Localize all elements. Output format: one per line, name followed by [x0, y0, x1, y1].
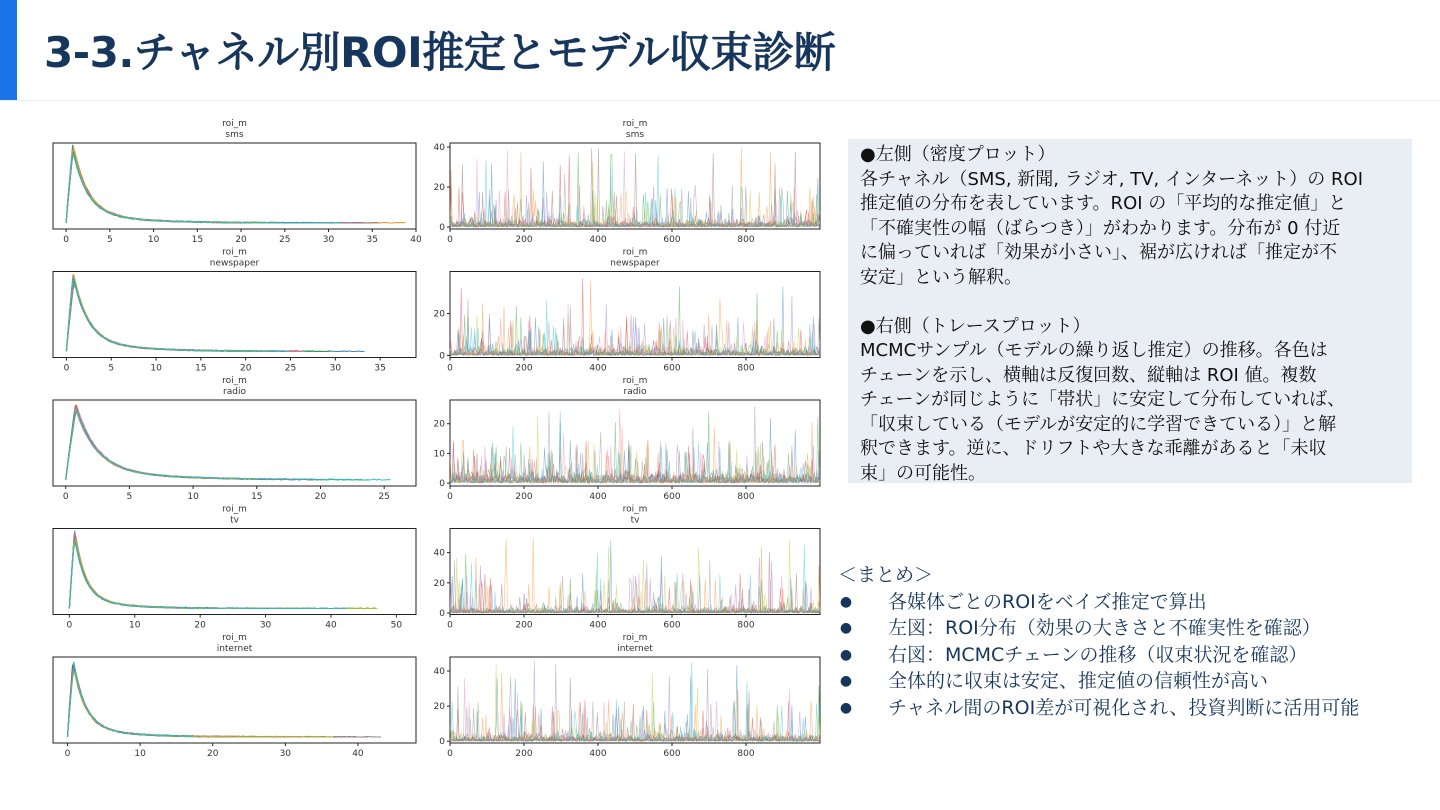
trace-axes-frame — [450, 657, 820, 743]
trace-y-tick-label: 0 — [439, 479, 445, 490]
density-title-channel: newspaper — [209, 258, 260, 269]
density-title-var: roi_m — [222, 247, 247, 258]
density-title-channel: internet — [216, 644, 253, 654]
summary-item-text: 各媒体ごとのROIをベイズ推定で算出 — [888, 590, 1207, 613]
trace-x-tick-label: 200 — [515, 492, 533, 502]
trace-text-line: 釈できます。逆に、ドリフトや大きな乖離があると「未収 — [860, 438, 1327, 459]
trace-y-tick-label: 0 — [439, 608, 445, 619]
trace-x-tick-label: 0 — [447, 492, 453, 502]
density-x-tick-label: 50 — [390, 620, 403, 631]
density-x-tick-label: 0 — [66, 620, 73, 631]
header — [0, 0, 1440, 101]
density-x-tick-label: 35 — [374, 363, 386, 374]
summary-heading: ＜まとめ＞ — [838, 564, 934, 586]
summary-section — [838, 562, 1438, 721]
density-title-var: roi_m — [222, 633, 247, 643]
trace-y-tick-label: 20 — [433, 183, 445, 193]
trace-title-channel: newspaper — [610, 258, 660, 269]
density-x-tick-label: 0 — [62, 492, 69, 502]
density-x-tick-label: 10 — [147, 235, 160, 245]
trace-title-channel: sms — [625, 130, 645, 140]
density-title-channel: radio — [223, 387, 246, 397]
trace-x-tick-label: 200 — [515, 235, 533, 245]
bullet-icon: ● — [839, 646, 853, 663]
density-x-tick-label: 0 — [63, 235, 69, 245]
page-title: 3-3.チャネル別ROI推定とモデル収束診断 — [44, 28, 836, 77]
density-x-tick-label: 15 — [191, 235, 204, 245]
trace-y-tick-label: 40 — [433, 143, 445, 153]
density-x-tick-label: 5 — [126, 492, 133, 502]
trace-x-tick-label: 600 — [663, 492, 681, 502]
density-title-var: roi_m — [222, 376, 247, 386]
trace-title-channel: tv — [630, 515, 640, 526]
density-axes-frame — [53, 272, 416, 358]
trace-y-tick-label: 40 — [433, 667, 445, 678]
trace-text-line: 「収束している（モデルが安定的に学習できている）」と解 — [860, 413, 1337, 435]
bullet-icon: ● — [839, 593, 853, 610]
density-x-tick-label: 15 — [195, 363, 207, 374]
density-x-tick-label: 5 — [108, 363, 115, 374]
density-heading: ●左側（密度プロット） — [860, 144, 1056, 165]
density-x-tick-label: 20 — [194, 620, 206, 631]
density-axes-frame — [53, 400, 416, 486]
density-x-tick-label: 30 — [279, 749, 292, 759]
density-text-line: 各チャネル（SMS, 新聞, ラジオ, TV, インターネット）の ROI — [860, 168, 1364, 190]
trace-x-tick-label: 200 — [515, 620, 533, 631]
summary-list — [838, 589, 1438, 722]
density-x-tick-label: 15 — [251, 492, 263, 502]
explanation-box — [848, 139, 1412, 483]
trace-x-tick-label: 200 — [515, 363, 533, 374]
summary-item — [838, 589, 1438, 616]
density-x-tick-label: 20 — [235, 235, 247, 245]
trace-x-tick-label: 800 — [737, 749, 755, 759]
trace-y-tick-label: 20 — [433, 578, 445, 589]
density-x-tick-label: 40 — [325, 620, 337, 631]
density-x-tick-label: 20 — [239, 363, 252, 374]
density-x-tick-label: 35 — [366, 235, 378, 245]
roi-diagnostics-figure — [40, 112, 826, 759]
trace-x-tick-label: 600 — [663, 235, 681, 245]
density-x-tick-label: 0 — [63, 363, 70, 374]
summary-item-text: チャネル間のROI差が可視化され、投資判断に活用可能 — [888, 696, 1360, 719]
trace-title-var: roi_m — [622, 247, 648, 258]
trace-y-tick-label: 20 — [433, 309, 445, 320]
trace-x-tick-label: 0 — [447, 363, 453, 374]
density-x-tick-label: 5 — [106, 235, 113, 245]
trace-x-tick-label: 600 — [663, 363, 681, 374]
roi-trace-plot-grid — [40, 112, 826, 759]
density-text-line: 安定」という解釈。 — [860, 266, 1022, 288]
density-x-tick-label: 25 — [284, 363, 297, 374]
density-x-tick-label: 10 — [129, 620, 141, 631]
trace-y-tick-label: 10 — [433, 449, 445, 460]
header-accent-bar — [0, 0, 17, 100]
density-x-tick-label: 25 — [378, 492, 390, 502]
trace-x-tick-label: 400 — [589, 492, 607, 502]
summary-item — [838, 695, 1438, 722]
density-x-tick-label: 20 — [206, 749, 219, 759]
density-x-tick-label: 20 — [314, 492, 327, 502]
trace-y-tick-label: 20 — [433, 419, 445, 430]
trace-y-tick-label: 0 — [439, 737, 445, 748]
density-x-tick-label: 10 — [134, 749, 146, 759]
trace-y-tick-label: 0 — [439, 351, 445, 362]
density-x-tick-label: 30 — [329, 363, 342, 374]
trace-title-var: roi_m — [622, 119, 648, 129]
summary-item — [838, 668, 1438, 695]
trace-x-tick-label: 0 — [447, 235, 453, 245]
summary-item — [838, 642, 1438, 669]
trace-x-tick-label: 0 — [447, 749, 453, 759]
trace-x-tick-label: 800 — [737, 363, 755, 374]
density-x-tick-label: 30 — [259, 620, 272, 631]
trace-text-line: MCMCサンプル（モデルの繰り返し推定）の推移。各色は — [860, 340, 1328, 361]
trace-x-tick-label: 400 — [589, 235, 607, 245]
summary-item-text: 全体的に収束は安定、推定値の信頼性が高い — [888, 670, 1269, 692]
trace-title-channel: internet — [617, 644, 653, 654]
trace-x-tick-label: 800 — [737, 235, 755, 245]
density-x-tick-label: 25 — [279, 235, 291, 245]
trace-x-tick-label: 400 — [589, 620, 607, 631]
density-text-line: 「不確実性の幅（ばらつき）」がわかります。分布が 0 付近 — [860, 217, 1341, 239]
trace-y-tick-label: 40 — [433, 548, 445, 559]
trace-x-tick-label: 400 — [589, 749, 607, 759]
density-x-tick-label: 40 — [410, 235, 422, 245]
trace-title-var: roi_m — [622, 376, 648, 386]
bullet-icon: ● — [839, 699, 853, 716]
density-text-line: 推定値の分布を表しています。ROI の「平均的な推定値」と — [860, 193, 1347, 214]
density-x-tick-label: 30 — [322, 235, 335, 245]
density-axes-frame — [53, 657, 416, 743]
density-x-tick-label: 0 — [64, 749, 71, 759]
density-title-channel: sms — [225, 130, 244, 140]
trace-title-var: roi_m — [622, 633, 648, 643]
trace-text-line: チェーンが同じように「帯状」に安定して分布していれば、 — [860, 389, 1346, 410]
summary-item-text: 左図：ROI分布（効果の大きさと不確実性を確認） — [888, 617, 1321, 639]
summary-item — [838, 615, 1438, 642]
bullet-icon: ● — [839, 673, 853, 689]
density-x-tick-label: 40 — [352, 749, 364, 759]
trace-title-var: roi_m — [622, 504, 648, 515]
trace-title-channel: radio — [623, 387, 647, 397]
density-title-var: roi_m — [222, 504, 247, 515]
density-title-var: roi_m — [222, 119, 247, 129]
trace-text-line: 束」の可能性。 — [860, 462, 986, 484]
bullet-icon: ● — [839, 620, 853, 636]
trace-x-tick-label: 400 — [589, 363, 607, 374]
density-x-tick-label: 10 — [187, 492, 199, 502]
trace-x-tick-label: 800 — [737, 492, 755, 502]
trace-x-tick-label: 600 — [663, 749, 681, 759]
density-text-line: に偏っていれば「効果が小さい」、裾が広ければ「推定が不 — [860, 242, 1337, 263]
density-x-tick-label: 10 — [150, 363, 162, 374]
trace-heading: ●右側（トレースプロット） — [860, 315, 1091, 337]
trace-y-tick-label: 20 — [433, 702, 445, 713]
trace-x-tick-label: 0 — [447, 620, 453, 631]
paragraph-gap — [860, 290, 1400, 315]
trace-x-tick-label: 200 — [515, 749, 533, 759]
trace-y-tick-label: 0 — [439, 223, 445, 233]
trace-text-line: チェーンを示し、横軸は反復回数、縦軸は ROI 値。複数 — [860, 364, 1317, 386]
density-axes-frame — [53, 143, 416, 229]
trace-x-tick-label: 800 — [737, 620, 755, 631]
density-title-channel: tv — [230, 515, 239, 526]
trace-x-tick-label: 600 — [663, 620, 681, 631]
summary-item-text: 右図：MCMCチェーンの推移（収束状況を確認） — [888, 643, 1308, 666]
